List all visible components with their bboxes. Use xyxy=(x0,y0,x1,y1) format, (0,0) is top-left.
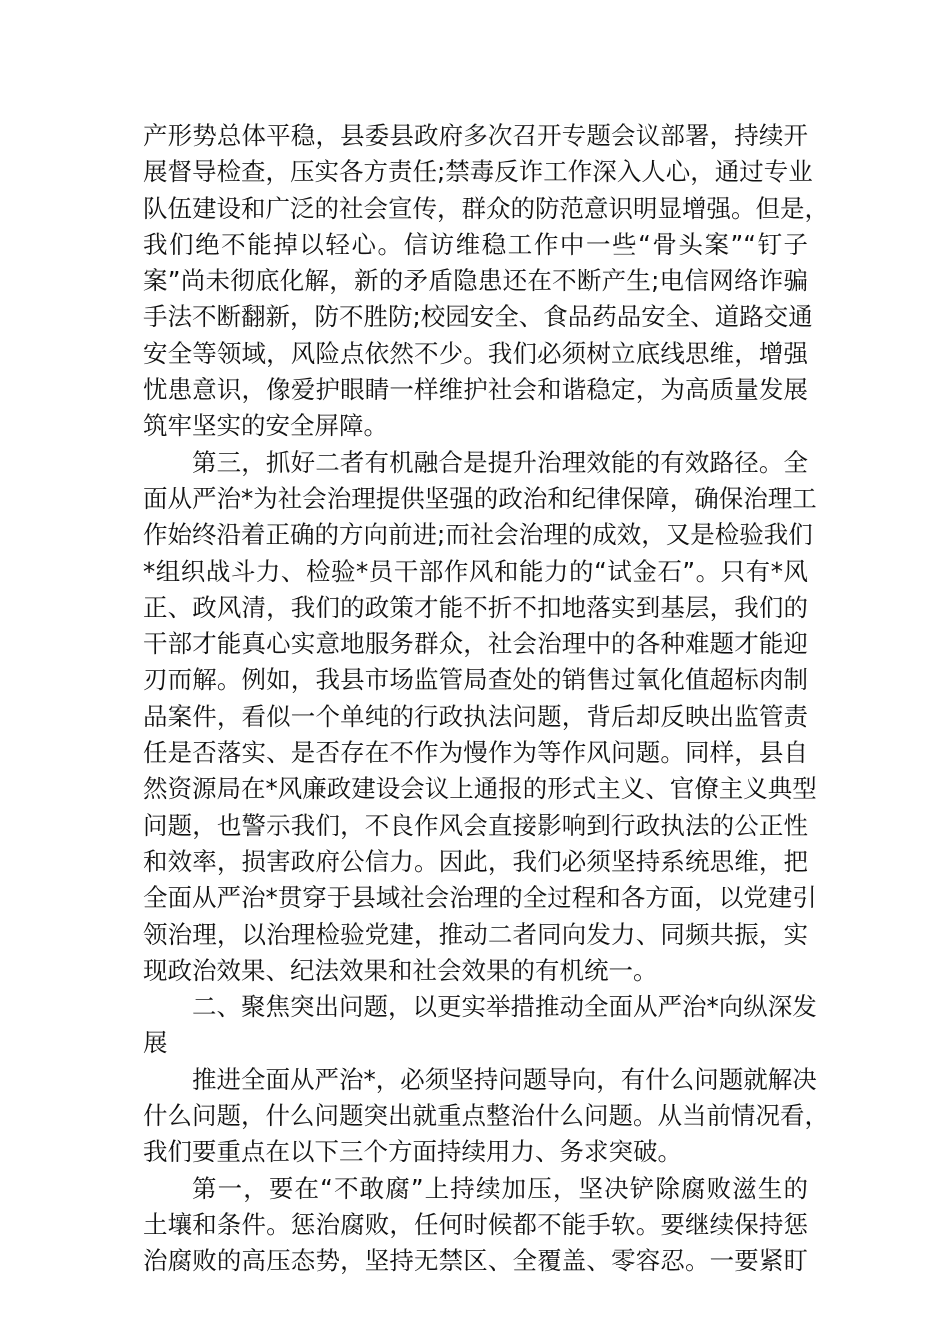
text-line: 我们绝不能掉以轻心。信访维稳工作中一些“骨头案”“钉子 xyxy=(143,229,808,259)
text-line: 什么问题，什么问题突出就重点整治什么问题。从当前情况看， xyxy=(143,1101,829,1131)
paragraph-first-line: 推进全面从严治*，必须坚持问题导向，有什么问题就解决 xyxy=(192,1064,817,1094)
text-line: 队伍建设和广泛的社会宣传，群众的防范意识明显增强。但是， xyxy=(143,193,829,223)
paragraph-first-line: 第三，抓好二者有机融合是提升治理效能的有效路径。全 xyxy=(192,447,808,477)
text-line: 现政治效果、纪法效果和社会效果的有机统一。 xyxy=(143,955,658,985)
text-line: 土壤和条件。惩治腐败，任何时候都不能手软。要继续保持惩 xyxy=(143,1209,808,1239)
text-line: 领治理，以治理检验党建，推动二者同向发力、同频共振，实 xyxy=(143,919,808,949)
text-line: 品案件，看似一个单纯的行政执法问题，背后却反映出监管责 xyxy=(143,701,808,731)
text-line: 展督导检查，压实各方责任;禁毒反诈工作深入人心，通过专业 xyxy=(143,157,813,187)
text-line: 案”尚未彻底化解，新的矛盾隐患还在不断产生;电信网络诈骗 xyxy=(143,266,808,296)
text-line: 任是否落实、是否存在不作为慢作为等作风问题。同样，县自 xyxy=(143,738,808,768)
text-line: *组织战斗力、检验*员干部作风和能力的“试金石”。只有*风 xyxy=(143,556,808,586)
text-line: 我们要重点在以下三个方面持续用力、务求突破。 xyxy=(143,1137,682,1167)
text-line: 筑牢坚实的安全屏障。 xyxy=(143,411,388,441)
text-line: 和效率，损害政府公信力。因此，我们必须坚持系统思维，把 xyxy=(143,846,808,876)
text-line: 治腐败的高压态势，坚持无禁区、全覆盖、零容忍。一要紧盯 xyxy=(143,1246,808,1276)
text-line: 刃而解。例如，我县市场监管局查处的销售过氧化值超标肉制 xyxy=(143,665,808,695)
text-line: 干部才能真心实意地服务群众，社会治理中的各种难题才能迎 xyxy=(143,629,808,659)
text-line: 问题，也警示我们，不良作风会直接影响到行政执法的公正性 xyxy=(143,810,808,840)
document-body xyxy=(143,118,829,1280)
text-line: 全面从严治*贯穿于县域社会治理的全过程和各方面，以党建引 xyxy=(143,883,817,913)
paragraph-first-line: 第一，要在“不敢腐”上持续加压，坚决铲除腐败滋生的 xyxy=(192,1173,808,1203)
section-heading-continued: 展 xyxy=(143,1028,168,1058)
section-heading: 二、聚焦突出问题，以更实举措推动全面从严治*向纵深发 xyxy=(192,992,817,1022)
text-line: 正、政风清，我们的政策才能不折不扣地落实到基层，我们的 xyxy=(143,592,808,622)
text-line: 面从严治*为社会治理提供坚强的政治和纪律保障，确保治理工 xyxy=(143,483,817,513)
text-line: 作始终沿着正确的方向前进;而社会治理的成效，又是检验我们 xyxy=(143,520,813,550)
text-line: 安全等领域，风险点依然不少。我们必须树立底线思维，增强 xyxy=(143,338,808,368)
text-line: 手法不断翻新，防不胜防;校园安全、食品药品安全、道路交通 xyxy=(143,302,813,332)
text-line: 产形势总体平稳，县委县政府多次召开专题会议部署，持续开 xyxy=(143,121,808,150)
text-line: 忧患意识，像爱护眼睛一样维护社会和谐稳定，为高质量发展 xyxy=(143,375,808,405)
text-line: 然资源局在*风廉政建设会议上通报的形式主义、官僚主义典型 xyxy=(143,774,817,804)
